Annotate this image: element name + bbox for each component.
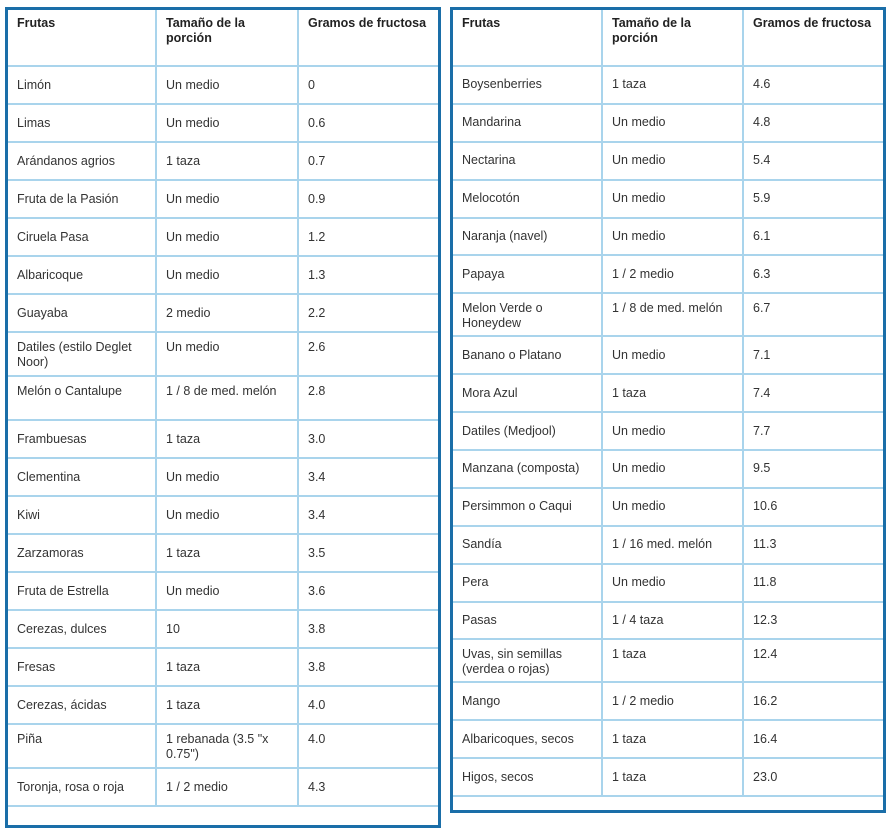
table-row: [8, 458, 438, 496]
table-row: [453, 412, 883, 450]
fruit-cell: Pasas: [453, 602, 602, 640]
fructose-grams-cell: 3.6: [298, 572, 438, 610]
fruit-cell: Albaricoque: [8, 256, 156, 294]
serving-cell: 1 / 2 medio: [602, 682, 743, 720]
fruit-cell: Fruta de Estrella: [8, 572, 156, 610]
fruit-cell: Albaricoques, secos: [453, 720, 602, 758]
fructose-grams-cell: 3.4: [298, 496, 438, 534]
table-row: [8, 256, 438, 294]
serving-cell: Un medio: [156, 572, 298, 610]
fruit-cell: Higos, secos: [453, 758, 602, 796]
table-row: [453, 720, 883, 758]
serving-cell: 1 taza: [602, 374, 743, 412]
table-row: [453, 602, 883, 640]
serving-cell: 1 taza: [602, 758, 743, 796]
serving-cell: Un medio: [156, 180, 298, 218]
fruit-cell: Datiles (estilo Deglet Noor): [8, 332, 156, 376]
table-row: [453, 682, 883, 720]
fruit-cell: Cerezas, ácidas: [8, 686, 156, 724]
fruit-cell: Banano o Platano: [453, 336, 602, 374]
header-tamano-porcion: Tamaño de la porción: [602, 10, 743, 66]
table-row: [453, 526, 883, 564]
fruit-cell: Pera: [453, 564, 602, 602]
fruit-cell: Mango: [453, 682, 602, 720]
fructose-table-right-grid: [453, 10, 883, 797]
fructose-table-left-grid: [8, 10, 438, 807]
table-row: [453, 488, 883, 526]
table-row: [8, 768, 438, 806]
serving-cell: 1 / 16 med. melón: [602, 526, 743, 564]
fructose-grams-cell: 2.8: [298, 376, 438, 420]
table-row: [8, 686, 438, 724]
table-row: [8, 572, 438, 610]
fructose-table-right: [450, 7, 886, 813]
serving-cell: Un medio: [602, 450, 743, 488]
fruit-cell: Nectarina: [453, 142, 602, 180]
serving-cell: Un medio: [156, 332, 298, 376]
serving-cell: 1 taza: [156, 534, 298, 572]
serving-cell: 1 / 8 de med. melón: [156, 376, 298, 420]
fruit-cell: Fresas: [8, 648, 156, 686]
fructose-grams-cell: 7.4: [743, 374, 883, 412]
fructose-grams-cell: 2.2: [298, 294, 438, 332]
table-row: [8, 420, 438, 458]
table-row: [453, 374, 883, 412]
fructose-grams-cell: 0.9: [298, 180, 438, 218]
fructose-table-left: [5, 7, 441, 828]
serving-cell: 1 / 4 taza: [602, 602, 743, 640]
fruit-cell: Limas: [8, 104, 156, 142]
serving-cell: 1 taza: [156, 142, 298, 180]
table-row: [8, 66, 438, 104]
table-row: [453, 66, 883, 104]
serving-cell: Un medio: [602, 488, 743, 526]
fructose-grams-cell: 4.0: [298, 686, 438, 724]
fructose-grams-cell: 5.9: [743, 180, 883, 218]
table-row: [453, 336, 883, 374]
fruit-cell: Uvas, sin semillas (verdea o rojas): [453, 639, 602, 682]
serving-cell: Un medio: [602, 218, 743, 256]
fructose-grams-cell: 3.8: [298, 648, 438, 686]
serving-cell: Un medio: [156, 496, 298, 534]
table-row: [8, 142, 438, 180]
fructose-grams-cell: 7.7: [743, 412, 883, 450]
serving-cell: Un medio: [156, 66, 298, 104]
table-row: [8, 180, 438, 218]
serving-cell: 1 taza: [602, 66, 743, 104]
serving-cell: 1 rebanada (3.5 "x 0.75"): [156, 724, 298, 768]
fruit-cell: Guayaba: [8, 294, 156, 332]
table-row: [453, 255, 883, 293]
fructose-grams-cell: 16.2: [743, 682, 883, 720]
fruit-cell: Kiwi: [8, 496, 156, 534]
fructose-grams-cell: 9.5: [743, 450, 883, 488]
fruit-cell: Arándanos agrios: [8, 142, 156, 180]
table-row: [453, 218, 883, 256]
table-row: [8, 610, 438, 648]
serving-cell: 2 medio: [156, 294, 298, 332]
fruit-cell: Mora Azul: [453, 374, 602, 412]
fruit-cell: Sandía: [453, 526, 602, 564]
fruit-cell: Manzana (composta): [453, 450, 602, 488]
table-row: [8, 294, 438, 332]
fructose-grams-cell: 16.4: [743, 720, 883, 758]
table-row: [8, 376, 438, 420]
serving-cell: 1 taza: [156, 686, 298, 724]
table-header-row: [453, 10, 883, 66]
table-row: [8, 332, 438, 376]
fructose-grams-cell: 11.3: [743, 526, 883, 564]
serving-cell: 1 / 8 de med. melón: [602, 293, 743, 336]
serving-cell: Un medio: [156, 104, 298, 142]
fruit-cell: Melocotón: [453, 180, 602, 218]
fructose-grams-cell: 4.0: [298, 724, 438, 768]
fructose-grams-cell: 0: [298, 66, 438, 104]
table-row: [453, 450, 883, 488]
serving-cell: 1 taza: [602, 720, 743, 758]
fruit-cell: Clementina: [8, 458, 156, 496]
fructose-grams-cell: 0.7: [298, 142, 438, 180]
fruit-cell: Naranja (navel): [453, 218, 602, 256]
fructose-grams-cell: 11.8: [743, 564, 883, 602]
table-row: [8, 496, 438, 534]
fructose-grams-cell: 23.0: [743, 758, 883, 796]
fructose-grams-cell: 12.3: [743, 602, 883, 640]
header-tamano-porcion: Tamaño de la porción: [156, 10, 298, 66]
serving-cell: Un medio: [602, 336, 743, 374]
table-row: [453, 142, 883, 180]
serving-cell: Un medio: [602, 104, 743, 142]
fruit-cell: Frambuesas: [8, 420, 156, 458]
fruit-cell: Cerezas, dulces: [8, 610, 156, 648]
fructose-grams-cell: 6.7: [743, 293, 883, 336]
serving-cell: 1 / 2 medio: [602, 255, 743, 293]
fruit-cell: Limón: [8, 66, 156, 104]
serving-cell: Un medio: [602, 412, 743, 450]
table-row: [453, 758, 883, 796]
fructose-grams-cell: 4.8: [743, 104, 883, 142]
fruit-cell: Zarzamoras: [8, 534, 156, 572]
table-header-row: [8, 10, 438, 66]
header-gramos-fructosa: Gramos de fructosa: [298, 10, 438, 66]
serving-cell: Un medio: [156, 458, 298, 496]
fructose-grams-cell: 6.1: [743, 218, 883, 256]
serving-cell: 1 / 2 medio: [156, 768, 298, 806]
fructose-grams-cell: 10.6: [743, 488, 883, 526]
fruit-cell: Fruta de la Pasión: [8, 180, 156, 218]
fructose-grams-cell: 1.3: [298, 256, 438, 294]
fructose-grams-cell: 4.6: [743, 66, 883, 104]
fructose-grams-cell: 2.6: [298, 332, 438, 376]
serving-cell: 1 taza: [156, 420, 298, 458]
fruit-cell: Ciruela Pasa: [8, 218, 156, 256]
table-row: [453, 293, 883, 336]
fructose-grams-cell: 4.3: [298, 768, 438, 806]
fruit-cell: Piña: [8, 724, 156, 768]
fructose-grams-cell: 3.0: [298, 420, 438, 458]
table-row: [8, 218, 438, 256]
table-row: [8, 724, 438, 768]
serving-cell: 10: [156, 610, 298, 648]
serving-cell: Un medio: [602, 180, 743, 218]
fructose-grams-cell: 3.8: [298, 610, 438, 648]
table-row: [8, 648, 438, 686]
table-row: [8, 534, 438, 572]
fructose-grams-cell: 7.1: [743, 336, 883, 374]
table-row: [453, 180, 883, 218]
header-frutas: Frutas: [8, 10, 156, 66]
header-gramos-fructosa: Gramos de fructosa: [743, 10, 883, 66]
fructose-grams-cell: 0.6: [298, 104, 438, 142]
fructose-grams-cell: 5.4: [743, 142, 883, 180]
fructose-grams-cell: 12.4: [743, 639, 883, 682]
table-row: [453, 564, 883, 602]
serving-cell: Un medio: [156, 256, 298, 294]
fruit-cell: Mandarina: [453, 104, 602, 142]
serving-cell: Un medio: [602, 564, 743, 602]
fructose-grams-cell: 3.4: [298, 458, 438, 496]
header-frutas: Frutas: [453, 10, 602, 66]
fruit-cell: Papaya: [453, 255, 602, 293]
table-row: [453, 104, 883, 142]
serving-cell: 1 taza: [156, 648, 298, 686]
fruit-cell: Boysenberries: [453, 66, 602, 104]
fructose-grams-cell: 1.2: [298, 218, 438, 256]
fruit-cell: Persimmon o Caqui: [453, 488, 602, 526]
serving-cell: Un medio: [602, 142, 743, 180]
table-row: [453, 639, 883, 682]
fruit-cell: Melón o Cantalupe: [8, 376, 156, 420]
table-row: [8, 104, 438, 142]
serving-cell: 1 taza: [602, 639, 743, 682]
fructose-grams-cell: 6.3: [743, 255, 883, 293]
fructose-grams-cell: 3.5: [298, 534, 438, 572]
fruit-cell: Melon Verde o Honeydew: [453, 293, 602, 336]
serving-cell: Un medio: [156, 218, 298, 256]
fruit-cell: Toronja, rosa o roja: [8, 768, 156, 806]
fruit-cell: Datiles (Medjool): [453, 412, 602, 450]
